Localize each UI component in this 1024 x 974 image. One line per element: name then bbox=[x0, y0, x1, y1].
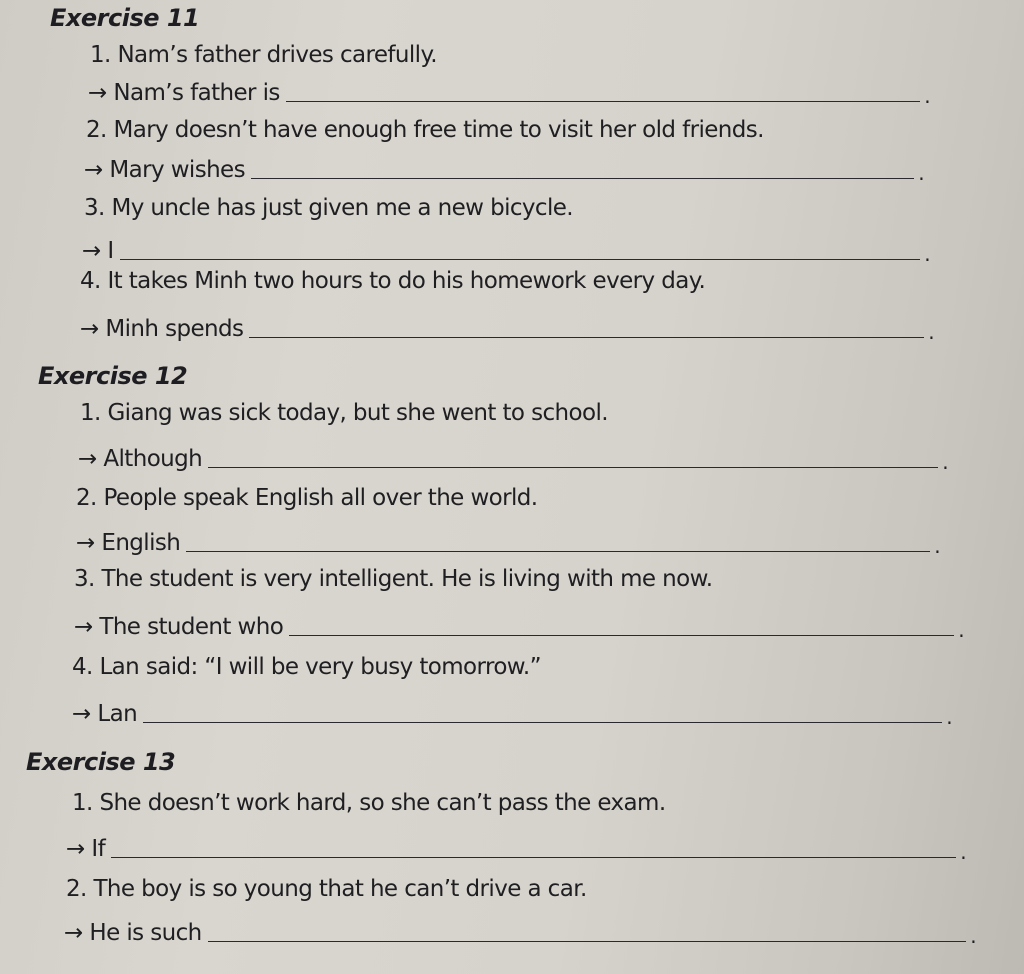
exercise-12-question-3: 3. The student is very intelligent. He is living with me now. bbox=[74, 566, 713, 592]
answer-blank-line[interactable] bbox=[143, 721, 942, 723]
exercise-13-question-2: 2. The boy is so young that he can’t drive a car. bbox=[66, 876, 587, 902]
exercise-11-answer-1 bbox=[88, 80, 930, 106]
answer-blank-line[interactable] bbox=[186, 550, 930, 552]
exercise-12-answer-2 bbox=[76, 530, 940, 556]
answer-prompt: → I bbox=[82, 238, 114, 264]
answer-prompt: → Mary wishes bbox=[84, 157, 245, 183]
answer-blank-line[interactable] bbox=[111, 856, 956, 858]
answer-period: . bbox=[958, 618, 964, 642]
exercise-12-answer-1 bbox=[78, 446, 948, 472]
answer-prompt: → Minh spends bbox=[80, 316, 244, 342]
exercise-13-answer-2 bbox=[64, 920, 976, 946]
answer-period: . bbox=[946, 705, 952, 729]
answer-period: . bbox=[918, 161, 924, 185]
exercise-12-question-4: 4. Lan said: “I will be very busy tomorrow.” bbox=[72, 654, 541, 680]
answer-blank-line[interactable] bbox=[208, 940, 967, 942]
answer-period: . bbox=[928, 320, 934, 344]
answer-blank-line[interactable] bbox=[120, 258, 921, 260]
exercise-11-answer-3 bbox=[82, 238, 930, 264]
answer-blank-line[interactable] bbox=[249, 336, 924, 338]
answer-prompt: → English bbox=[76, 530, 181, 556]
answer-period: . bbox=[924, 242, 930, 266]
exercise-11-answer-4 bbox=[80, 316, 934, 342]
exercise-12-answer-4 bbox=[72, 701, 952, 727]
exercise-12-heading: Exercise 12 bbox=[38, 362, 188, 390]
exercise-11-question-2: 2. Mary doesn’t have enough free time to visit her old friends. bbox=[86, 117, 764, 143]
answer-prompt: → He is such bbox=[64, 920, 202, 946]
exercise-12-answer-3 bbox=[74, 614, 964, 640]
answer-blank-line[interactable] bbox=[208, 466, 938, 468]
exercise-11-question-4: 4. It takes Minh two hours to do his homework every day. bbox=[80, 268, 706, 294]
exercise-13-question-1: 1. She doesn’t work hard, so she can’t pass the exam. bbox=[72, 790, 666, 816]
exercise-11-question-1: 1. Nam’s father drives carefully. bbox=[90, 42, 437, 68]
answer-prompt: → Although bbox=[78, 446, 203, 472]
exercise-12-question-1: 1. Giang was sick today, but she went to school. bbox=[80, 400, 608, 426]
answer-blank-line[interactable] bbox=[251, 177, 914, 179]
exercise-12-question-2: 2. People speak English all over the world. bbox=[76, 485, 538, 511]
answer-prompt: → If bbox=[66, 836, 106, 862]
answer-prompt: → The student who bbox=[74, 614, 284, 640]
exercise-11-answer-2 bbox=[84, 157, 924, 183]
answer-period: . bbox=[942, 450, 948, 474]
answer-blank-line[interactable] bbox=[286, 100, 920, 102]
answer-period: . bbox=[934, 534, 940, 558]
answer-period: . bbox=[970, 924, 976, 948]
answer-prompt: → Nam’s father is bbox=[88, 80, 280, 106]
exercise-13-heading: Exercise 13 bbox=[26, 748, 176, 776]
exercise-11-heading: Exercise 11 bbox=[50, 4, 200, 32]
answer-blank-line[interactable] bbox=[289, 634, 954, 636]
exercise-11-question-3: 3. My uncle has just given me a new bicycle. bbox=[84, 195, 574, 221]
answer-period: . bbox=[924, 84, 930, 108]
answer-prompt: → Lan bbox=[72, 701, 138, 727]
exercise-13-answer-1 bbox=[66, 836, 966, 862]
answer-period: . bbox=[960, 840, 966, 864]
